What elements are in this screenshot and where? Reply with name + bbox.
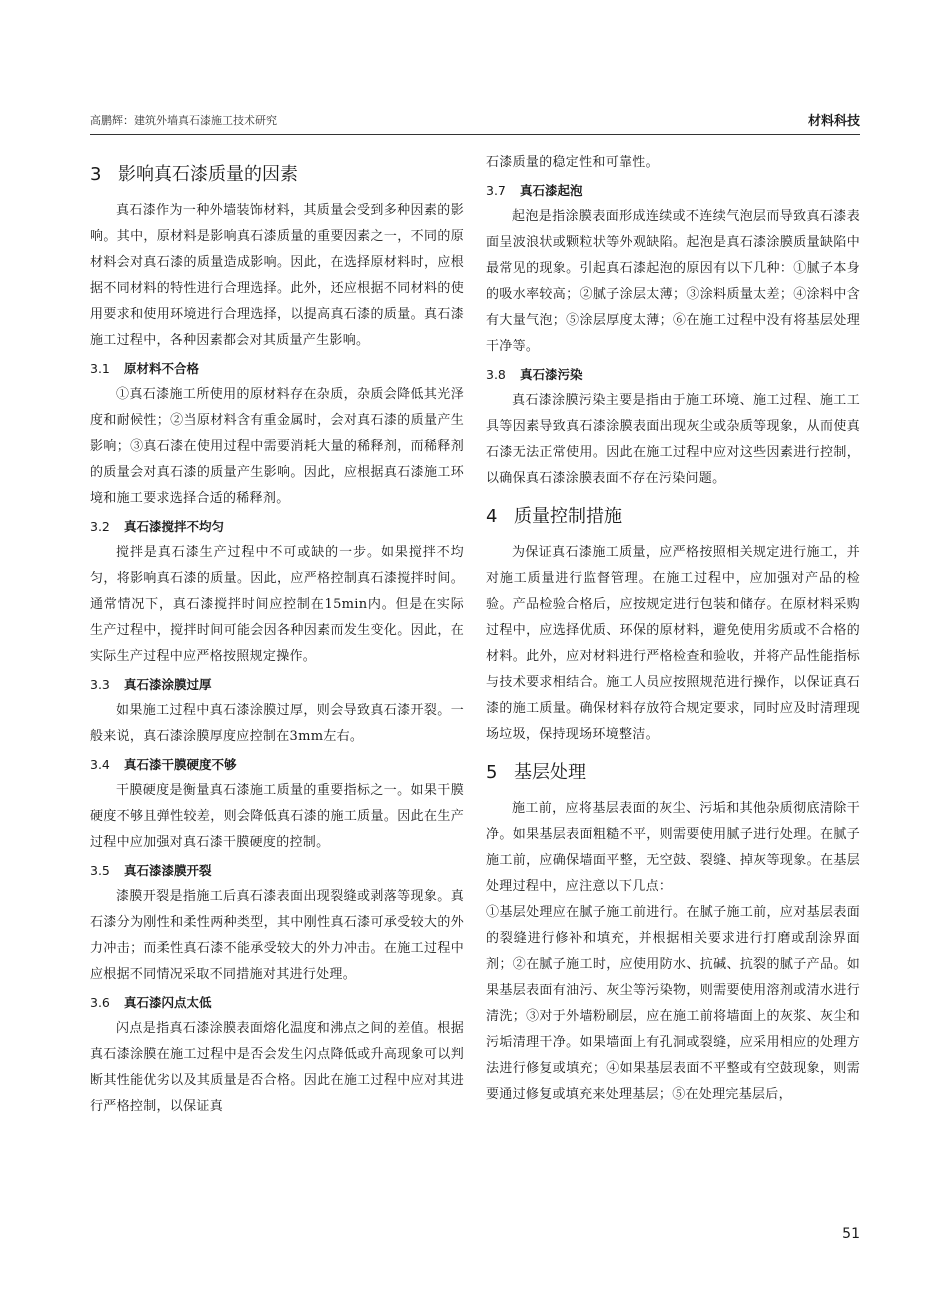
subsection-3-3-heading	[90, 674, 464, 696]
paragraph: 为保证真石漆施工质量，应严格按照相关规定进行施工，并对施工质量进行监督管理。在施工过程中，应加强对产品的检验。产品检验合格后，应按规定进行包装和储存。在原材料采购过程中，应选择优质、环保的原材料，避免使用劣质或不合格的材料。此外，应对材料进行严格检查和验收，并将产品性能指标与技术要求相结合。施工人员应按照规范进行操作，以保证真石漆的施工质量。确保材料存放符合规定要求，同时应及时清理现场垃圾，保持现场环境整洁。	[486, 545, 860, 742]
subsection-title: 真石漆干膜硬度不够	[124, 757, 237, 772]
section-title: 质量控制措施	[514, 506, 622, 527]
header-rule	[90, 134, 860, 135]
subsection-title: 真石漆搅拌不均匀	[124, 519, 225, 534]
section-number: 3	[90, 164, 102, 185]
paragraph: 真石漆作为一种外墙装饰材料，其质量会受到多种因素的影响。其中，原材料是影响真石漆质量的重要因素之一，不同的原材料会对真石漆的质量造成影响。因此，在选择原材料时，应根据不同材料的特性进行合理选择。此外，还应根据不同材料的使用要求和使用环境进行合理选择，以提高真石漆的质量。真石漆施工过程中，各种因素都会对其质量产生影响。	[90, 203, 464, 348]
section-number: 5	[486, 762, 498, 783]
section-number: 4	[486, 506, 498, 527]
right-column	[486, 150, 860, 1108]
subsection-3-6-heading	[90, 992, 464, 1014]
journal-name: 材料科技	[807, 114, 860, 129]
paragraph: 漆膜开裂是指施工后真石漆表面出现裂缝或剥落等现象。真石漆分为刚性和柔性两种类型，其中刚性真石漆可承受较大的外力冲击；而柔性真石漆不能承受较大的外力冲击。在施工过程中应根据不同情况采取不同措施对其进行处理。	[90, 889, 464, 982]
subsection-number: 3.3	[90, 677, 110, 692]
subsection-3-8-heading	[486, 364, 860, 386]
subsection-title: 真石漆污染	[520, 367, 583, 382]
running-title: 高鹏辉：建筑外墙真石漆施工技术研究	[90, 114, 277, 127]
paragraph: 搅拌是真石漆生产过程中不可或缺的一步。如果搅拌不均匀，将影响真石漆的质量。因此，应严格控制真石漆搅拌时间。通常情况下，真石漆搅拌时间应控制在15min内。但是在实际生产过程中，搅拌时间可能会因各种因素而发生变化。因此，在实际生产过程中应严格按照规定操作。	[90, 545, 464, 664]
subsection-title: 真石漆漆膜开裂	[124, 863, 212, 878]
subsection-number: 3.1	[90, 361, 110, 376]
left-column	[90, 150, 464, 1120]
section-5-heading	[486, 758, 860, 788]
subsection-number: 3.6	[90, 995, 110, 1010]
paragraph: 施工前，应将基层表面的灰尘、污垢和其他杂质彻底清除干净。如果基层表面粗糙不平，则需要使用腻子进行处理。在腻子施工前，应确保墙面平整，无空鼓、裂缝、掉灰等现象。在基层处理过程中，应注意以下几点：	[486, 801, 860, 894]
subsection-number: 3.8	[486, 367, 506, 382]
subsection-number: 3.7	[486, 183, 506, 198]
section-title: 影响真石漆质量的因素	[118, 164, 298, 185]
subsection-title: 原材料不合格	[124, 361, 200, 376]
subsection-3-5-heading	[90, 860, 464, 882]
subsection-title: 真石漆涂膜过厚	[124, 677, 212, 692]
subsection-title: 真石漆起泡	[520, 183, 583, 198]
subsection-number: 3.5	[90, 863, 110, 878]
subsection-3-7-heading	[486, 180, 860, 202]
paragraph: 干膜硬度是衡量真石漆施工质量的重要指标之一。如果干膜硬度不够且弹性较差，则会降低真石漆的施工质量。因此在生产过程中应加强对真石漆干膜硬度的控制。	[90, 783, 464, 850]
paragraph: 起泡是指涂膜表面形成连续或不连续气泡层而导致真石漆表面呈波浪状或颗粒状等外观缺陷。起泡是真石漆涂膜质量缺陷中最常见的现象。引起真石漆起泡的原因有以下几种：①腻子本身的吸水率较高；②腻子涂层太薄；③涂料质量太差；④涂料中含有大量气泡；⑤涂层厚度太薄；⑥在施工过程中没有将基层处理干净等。	[486, 209, 860, 354]
section-4-heading	[486, 502, 860, 532]
section-title: 基层处理	[514, 762, 586, 783]
subsection-title: 真石漆闪点太低	[124, 995, 212, 1010]
subsection-3-1-heading	[90, 358, 464, 380]
subsection-number: 3.2	[90, 519, 110, 534]
paragraph: ①真石漆施工所使用的原材料存在杂质，杂质会降低其光泽度和耐候性；②当原材料含有重金属时，会对真石漆的质量产生影响；③真石漆在使用过程中需要消耗大量的稀释剂，而稀释剂的质量会对真石漆的质量产生影响。因此，应根据真石漆施工环境和施工要求选择合适的稀释剂。	[90, 387, 464, 506]
subsection-3-4-heading	[90, 754, 464, 776]
subsection-number: 3.4	[90, 757, 110, 772]
section-3-heading	[90, 160, 464, 190]
paragraph: ①基层处理应在腻子施工前进行。在腻子施工前，应对基层表面的裂缝进行修补和填充，并根据相关要求进行打磨或刮涂界面剂；②在腻子施工时，应使用防水、抗碱、抗裂的腻子产品。如果基层表面有油污、灰尘等污染物，则需要使用溶剂或清水进行清洗；③对于外墙粉刷层，应在施工前将墙面上的灰浆、灰尘和污垢清理干净。如果墙面上有孔洞或裂缝，应采用相应的处理方法进行修复或填充；④如果基层表面不平整或有空鼓现象，则需要通过修复或填充来处理基层；⑤在处理完基层后，	[486, 905, 860, 1102]
page-number: 51	[842, 1226, 860, 1242]
paragraph: 闪点是指真石漆涂膜表面熔化温度和沸点之间的差值。根据真石漆涂膜在施工过程中是否会发生闪点降低或升高现象可以判断其性能优劣以及其质量是否合格。因此在施工过程中应对其进行严格控制，以保证真	[90, 1021, 464, 1114]
running-header	[90, 110, 860, 132]
subsection-3-2-heading	[90, 516, 464, 538]
paragraph: 如果施工过程中真石漆涂膜过厚，则会导致真石漆开裂。一般来说，真石漆涂膜厚度应控制在3mm左右。	[90, 703, 464, 744]
paragraph: 真石漆涂膜污染主要是指由于施工环境、施工过程、施工工具等因素导致真石漆涂膜表面出现灰尘或杂质等现象，从而使真石漆无法正常使用。因此在施工过程中应对这些因素进行控制，以确保真石漆涂膜表面不存在污染问题。	[486, 393, 860, 486]
paragraph-continuation: 石漆质量的稳定性和可靠性。	[486, 155, 659, 170]
